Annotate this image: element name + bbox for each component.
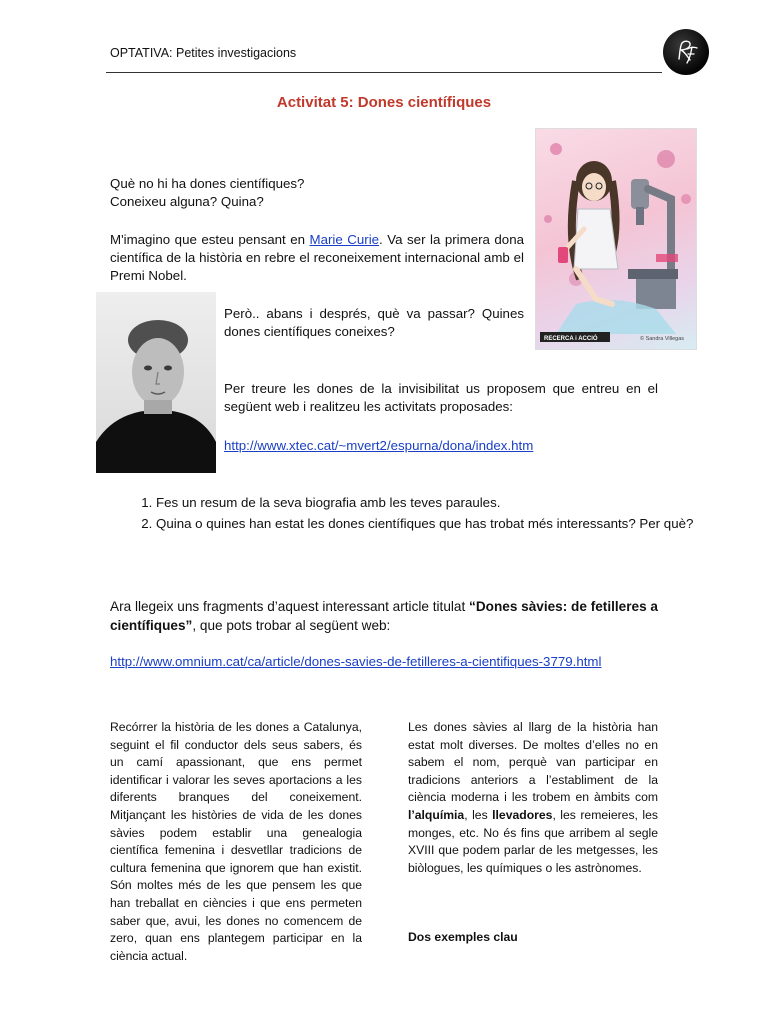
scientist-cartoon-illustration [535,128,697,350]
subheading-dos-exemples: Dos exemples clau [408,930,518,944]
curie-text-before: M'imagino que esteu pensant en [110,232,310,247]
cartoon-badge: RECERCA i ACCIÓ [544,336,598,342]
curie-paragraph [110,231,524,285]
document-header: OPTATIVA: Petites investigacions [110,46,297,60]
col-right-text-1: Les dones sàvies al llarg de la història han estat molt diverses. De moltes d’elles no en sabem el nom, perquè van participar en tradicions anteriors a l’establiment de la ciència moderna i les trobem en àmbits com [408,720,658,805]
article-intro-before: Ara llegeix uns fragments d’aquest interessant article titulat [110,599,470,614]
marie-curie-link[interactable]: Marie Curie [309,232,380,247]
article-intro [110,597,658,635]
article-column-right [408,719,658,877]
header-rule [106,72,662,73]
col-right-text-2: , les [464,807,493,822]
invisibility-paragraph: Per treure les dones de la invisibilitat us proposem que entreu en el següent web i realitzeu les activitats proposades: [224,381,658,414]
col-right-midwives: llevadores [492,807,553,822]
curie-text-after: . Va ser la primera dona científica de la història en rebre el reconeixement internacional amb el Premi Nobel. [110,232,524,283]
page-title: Activitat 5: Dones científiques [276,94,492,111]
task-item-2: 2. Quina o quines han estat les dones científiques que has trobat més interessants? Per què? [156,515,704,533]
task-list [110,494,704,536]
article-intro-after: , que pots trobar al següent web: [192,618,391,633]
task-item-1: 1. Fes un resum de la seva biografia amb les teves paraules. [156,494,704,512]
xtec-url-link[interactable]: http://www.xtec.cat/~mvert2/espurna/dona/index.htm [224,438,534,453]
cartoon-credit: © Sandra Villegas [640,336,685,342]
omnium-url-link[interactable]: http://www.omnium.cat/ca/article/dones-savies-de-fetilleres-a-cientifiques-3779.html [110,654,602,669]
article-title: “Dones sàvies: de fetilleres a científiques” [110,599,658,633]
col-right-alchemy: l’alquímia [408,807,465,822]
question-2: Coneixeu alguna? Quina? [110,194,264,209]
col-right-text-3: , les remeieres, les monges, etc. No és fins que arribem al segle XVIII que podem parlar de les metgesses, les biòlogues, les químiques o les astrònomes. [408,807,658,875]
marie-curie-photo [96,292,216,473]
question-1: Què no hi ha dones científiques? [110,176,305,191]
logo-rf-icon [663,29,709,75]
after-before-paragraph: Però.. abans i després, què va passar? Quines dones científiques coneixes? [224,306,524,339]
article-column-left: Recórrer la història de les dones a Catalunya, seguint el fil conductor dels seus sabers, és un camí apassionant, que ens permet identificar i valorar les seves aportacions a les diferents branques del coneixement. Mitjançant les històries de vida de les dones sàvies podem establir una genealogia científica femenina i desvetllar tradicions de cultura femenina que ignorem que han existit. Són moltes més de les que pensem les que han treballat en ciències i que ens permeten saber que, avui, les dones no comencem de zero, quan ens plantegem participar en la ciència actual. [110,720,362,963]
